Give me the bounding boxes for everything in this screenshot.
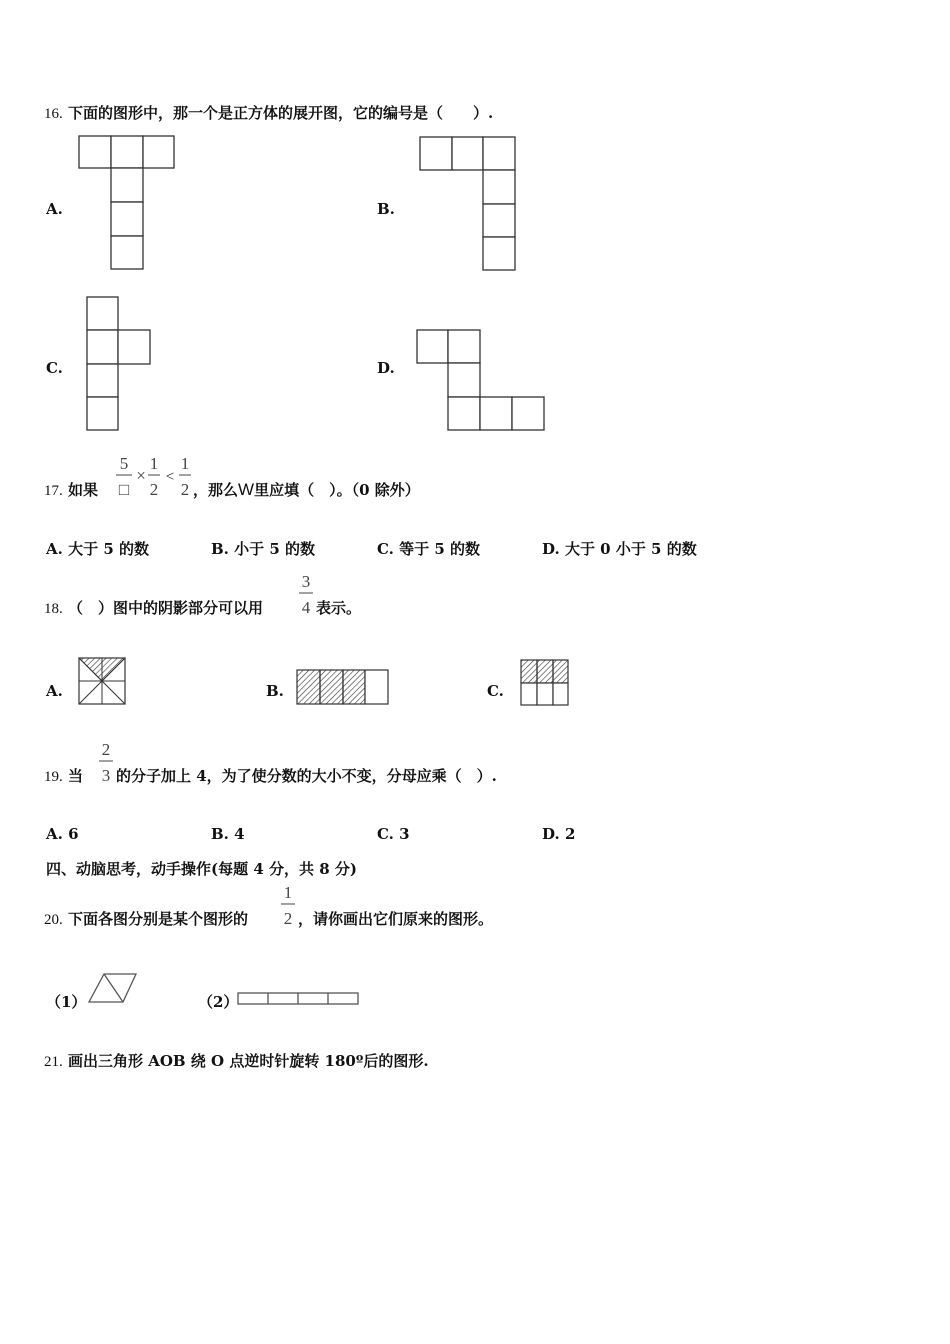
q19-option-b: B. 4	[211, 825, 245, 843]
q18-option-a-label: A.	[46, 682, 63, 700]
question-19-suffix: 的分子加上 4，为了使分数的大小不变，分母应乘（ ）.	[116, 767, 497, 785]
fraction-c-denominator: 2	[180, 480, 190, 499]
half-figure-2	[238, 993, 358, 1004]
fraction-denominator: 3	[101, 766, 111, 785]
question-number: 18.	[44, 601, 63, 617]
question-prefix: （ ）图中的阴影部分可以用	[67, 599, 263, 617]
q20-part-2-label: （2）	[198, 993, 239, 1011]
option-b-label: B.	[377, 200, 395, 218]
question-number: 20.	[44, 912, 63, 928]
half-figure-1	[89, 974, 136, 1002]
fraction-numerator: 1	[283, 883, 293, 902]
fraction-denominator: 4	[301, 598, 311, 617]
question-number: 21.	[44, 1054, 63, 1070]
fraction-a-numerator: 5	[119, 454, 129, 473]
question-text: 下面的图形中，那一个是正方体的展开图，它的编号是（ ）.	[67, 104, 494, 122]
question-prefix: 下面各图分别是某个图形的	[67, 910, 248, 928]
question-21	[44, 1050, 429, 1071]
q20-part-1-label: （1）	[46, 993, 87, 1011]
fraction-b-denominator: 2	[149, 480, 159, 499]
q19-option-a: A. 6	[46, 825, 79, 843]
fraction-denominator: 2	[283, 909, 293, 928]
question-text: 画出三角形 AOB 绕 O 点逆时针旋转 180º后的图形.	[67, 1052, 429, 1070]
times-symbol: ×	[136, 466, 146, 485]
q19-option-c: C. 3	[377, 825, 410, 843]
fraction-c-numerator: 1	[180, 454, 190, 473]
section-title: 四、动脑思考，动手操作(每题 4 分，共 8 分)	[46, 860, 357, 878]
fraction-numerator: 2	[101, 740, 111, 759]
fraction-numerator: 3	[301, 572, 311, 591]
q17-option-d: D. 大于 0 小于 5 的数	[542, 540, 697, 558]
fraction-a-denominator: □	[118, 480, 130, 499]
q19-option-d: D. 2	[542, 825, 576, 843]
q18-option-b-label: B.	[266, 682, 284, 700]
blank-box-glyph: W	[238, 480, 255, 499]
option-d-label: D.	[377, 359, 395, 377]
q17-option-a: A. 大于 5 的数	[46, 540, 149, 558]
question-prefix: 当	[67, 767, 83, 785]
fraction-b-numerator: 1	[149, 454, 159, 473]
question-18-suffix: 表示。	[316, 599, 362, 617]
option-a-label: A.	[46, 200, 63, 218]
question-number: 17.	[44, 483, 63, 499]
less-than-symbol: <	[165, 469, 175, 485]
question-number: 16.	[44, 106, 63, 122]
q17-option-c: C. 等于 5 的数	[377, 540, 481, 558]
question-17-suffix: ，那么W里应填（ ）。（0 除外）	[193, 480, 420, 499]
option-c-label: C.	[46, 359, 63, 377]
question-prefix: 如果	[67, 481, 98, 499]
q17-option-b: B. 小于 5 的数	[211, 540, 316, 558]
question-20-suffix: ，请你画出它们原来的图形。	[298, 910, 494, 928]
q18-option-c-label: C.	[487, 682, 504, 700]
question-number: 19.	[44, 769, 63, 785]
